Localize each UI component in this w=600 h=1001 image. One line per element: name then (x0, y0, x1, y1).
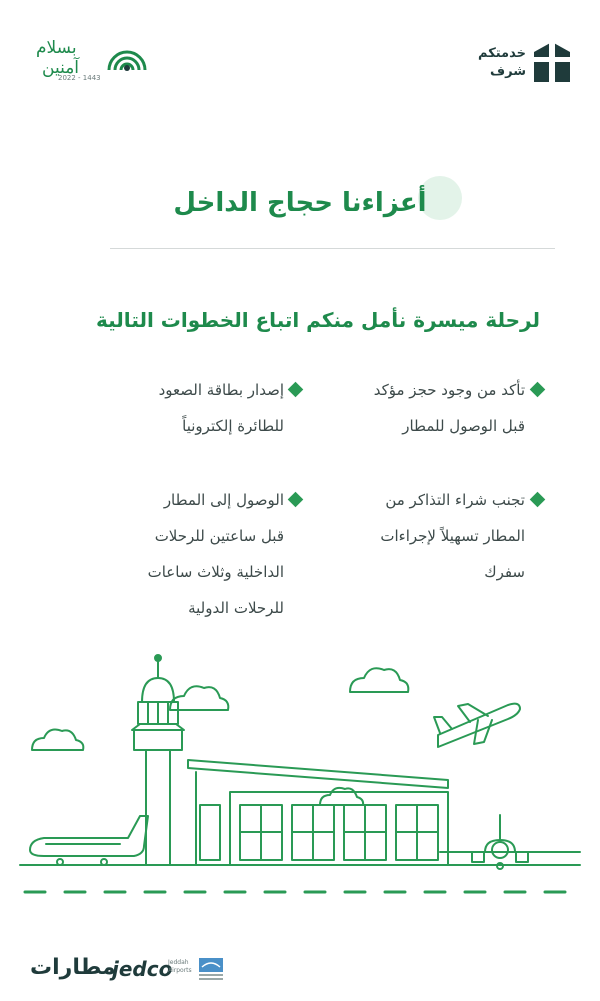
step-4-line-4: للرحلات الدولية (188, 599, 284, 617)
page-title: أعزاءنا حجاج الداخل (173, 188, 427, 218)
footer-logos (0, 921, 600, 1001)
brand-logo-right (462, 40, 572, 100)
flying-airplane-icon (434, 704, 520, 747)
step-4 (148, 482, 284, 626)
step-3-line-1: تجنب شراء التذاكر من (385, 491, 525, 509)
kaaba-logo-icon (532, 40, 572, 84)
jedco-sub-line-1: Jeddah (168, 959, 189, 966)
step-3 (380, 482, 525, 590)
parked-airplane-right-icon (440, 815, 580, 869)
step-1 (374, 372, 525, 444)
brand-left-years: 2022 - 1443 (58, 74, 101, 82)
step-2-bullet-icon (288, 382, 304, 398)
step-3-bullet-icon (530, 492, 546, 508)
step-3-line-2: المطار تسهيلاً لإجراءات (380, 527, 525, 545)
step-1-bullet-icon (530, 382, 546, 398)
step-4-line-1: الوصول إلى المطار (163, 491, 284, 509)
brand-logo-left (36, 36, 166, 91)
airport-company-logo-icon (198, 957, 224, 981)
cloud-icon (350, 668, 408, 692)
airport-illustration (0, 640, 600, 910)
step-4-bullet-icon (288, 492, 304, 508)
matarat-logo: مطارات (30, 955, 116, 980)
page-subtitle: لرحلة ميسرة نأمل منكم اتباع الخطوات التالية (96, 308, 540, 332)
control-tower-icon (132, 655, 184, 865)
step-2-line-2: للطائرة إلكترونياً (182, 417, 284, 435)
step-4-line-3: الداخلية وثلاث ساعات (147, 563, 284, 581)
brand-left-line1: بسلام (36, 38, 77, 58)
step-2 (159, 372, 284, 444)
brand-right-line1: خدمتكم (478, 46, 526, 61)
title-divider (110, 248, 555, 249)
jedco-sub (168, 959, 192, 975)
step-4-line-2: قبل ساعتين للرحلات (154, 527, 284, 545)
parked-airplane-left-icon (30, 816, 148, 865)
jedco-sub-line-2: Airports (168, 967, 192, 974)
terminal-building-icon (188, 760, 448, 865)
camera-arc-logo-icon (104, 38, 150, 78)
step-1-line-2: قبل الوصول للمطار (402, 417, 525, 435)
cloud-icon (320, 788, 363, 805)
step-2-line-1: إصدار بطاقة الصعود (158, 381, 284, 399)
step-3-line-3: سفرك (484, 563, 525, 581)
jedco-logo: jedco (112, 957, 173, 981)
brand-right-line2: شرف (490, 64, 526, 79)
step-1-line-1: تأكد من وجود حجز مؤكد (373, 381, 525, 399)
cloud-icon (32, 730, 83, 750)
brand-left-line2: آمنين (42, 58, 80, 78)
